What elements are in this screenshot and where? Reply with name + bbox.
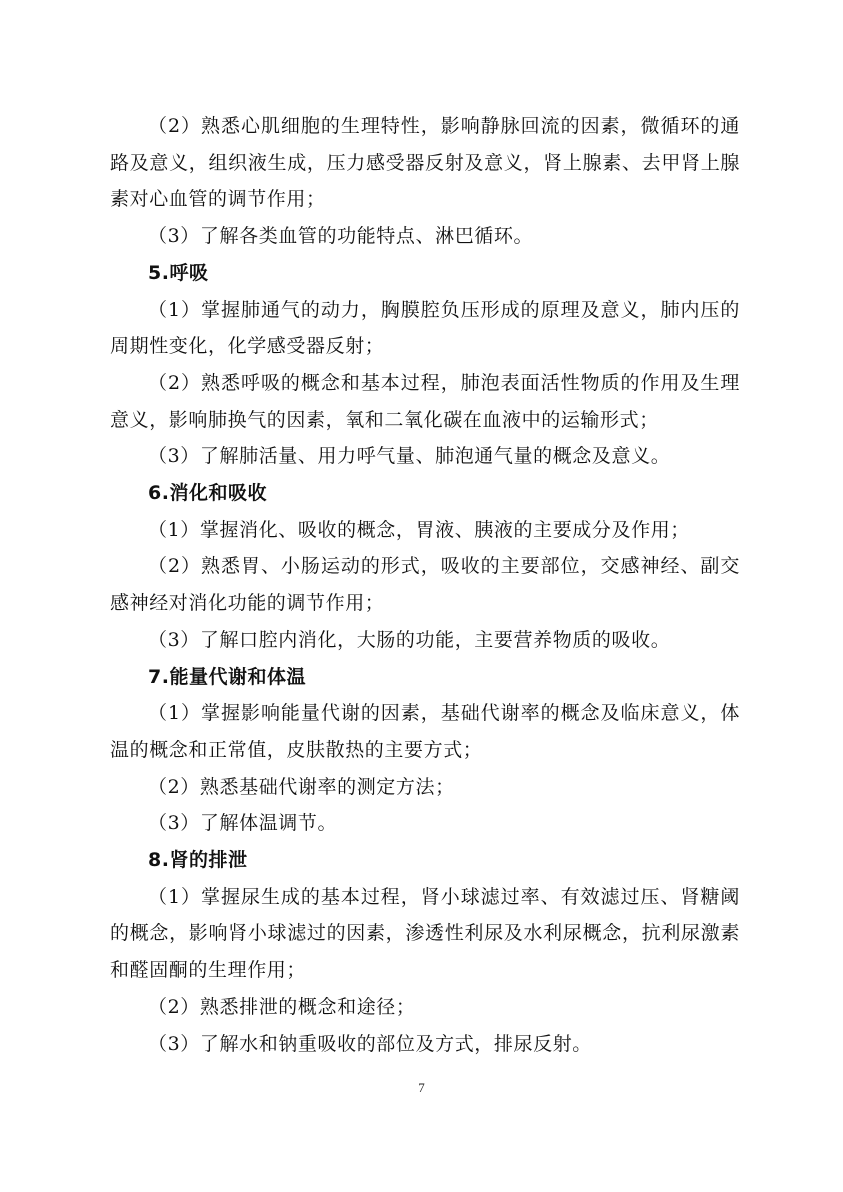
section-heading-respiration: 5.呼吸: [148, 261, 209, 284]
page-content: [110, 108, 740, 1062]
digestion-item-3: （3）了解口腔内消化，大肠的功能，主要营养物质的吸收。: [148, 628, 671, 651]
energy-item-1: （1）掌握影响能量代谢的因素，基础代谢率的概念及临床意义，体温的概念和正常值，皮肤散热的主要方式；: [110, 702, 740, 761]
renal-item-2: （2）熟悉排泄的概念和途径；: [148, 995, 416, 1018]
circulation-item-3: （3）了解各类血管的功能特点、淋巴循环。: [148, 225, 534, 248]
renal-item-3: （3）了解水和钠重吸收的部位及方式，排尿反射。: [148, 1032, 592, 1055]
energy-item-3: （3）了解体温调节。: [148, 812, 338, 835]
circulation-item-2: （2）熟悉心肌细胞的生理特性，影响静脉回流的因素，微循环的通路及意义，组织液生成，压力感受器反射及意义，肾上腺素、去甲肾上腺素对心血管的调节作用；: [110, 115, 740, 211]
page-number: 7: [418, 1080, 425, 1095]
digestion-item-1: （1）掌握消化、吸收的概念，胃液、胰液的主要成分及作用；: [148, 518, 690, 541]
section-heading-energy-metabolism: 7.能量代谢和体温: [148, 665, 306, 688]
respiration-item-1: （1）掌握肺通气的动力，胸膜腔负压形成的原理及意义，肺内压的周期性变化，化学感受器反射；: [110, 298, 740, 358]
respiration-item-2: （2）熟悉呼吸的概念和基本过程，肺泡表面活性物质的作用及生理意义，影响肺换气的因素，氧和二氧化碳在血液中的运输形式；: [110, 371, 740, 431]
renal-item-1: （1）掌握尿生成的基本过程，肾小球滤过率、有效滤过压、肾糖阈的概念，影响肾小球滤过的因素，渗透性利尿及水利尿概念，抗利尿激素和醛固酮的生理作用；: [110, 885, 740, 982]
section-heading-digestion: 6.消化和吸收: [148, 482, 267, 505]
energy-item-2: （2）熟悉基础代谢率的测定方法；: [148, 775, 455, 798]
digestion-item-2: （2）熟悉胃、小肠运动的形式，吸收的主要部位，交感神经、副交感神经对消化功能的调节作用；: [110, 555, 740, 615]
respiration-item-3: （3）了解肺活量、用力呼气量、肺泡通气量的概念及意义。: [148, 445, 671, 468]
section-heading-renal-excretion: 8.肾的排泄: [148, 849, 248, 872]
